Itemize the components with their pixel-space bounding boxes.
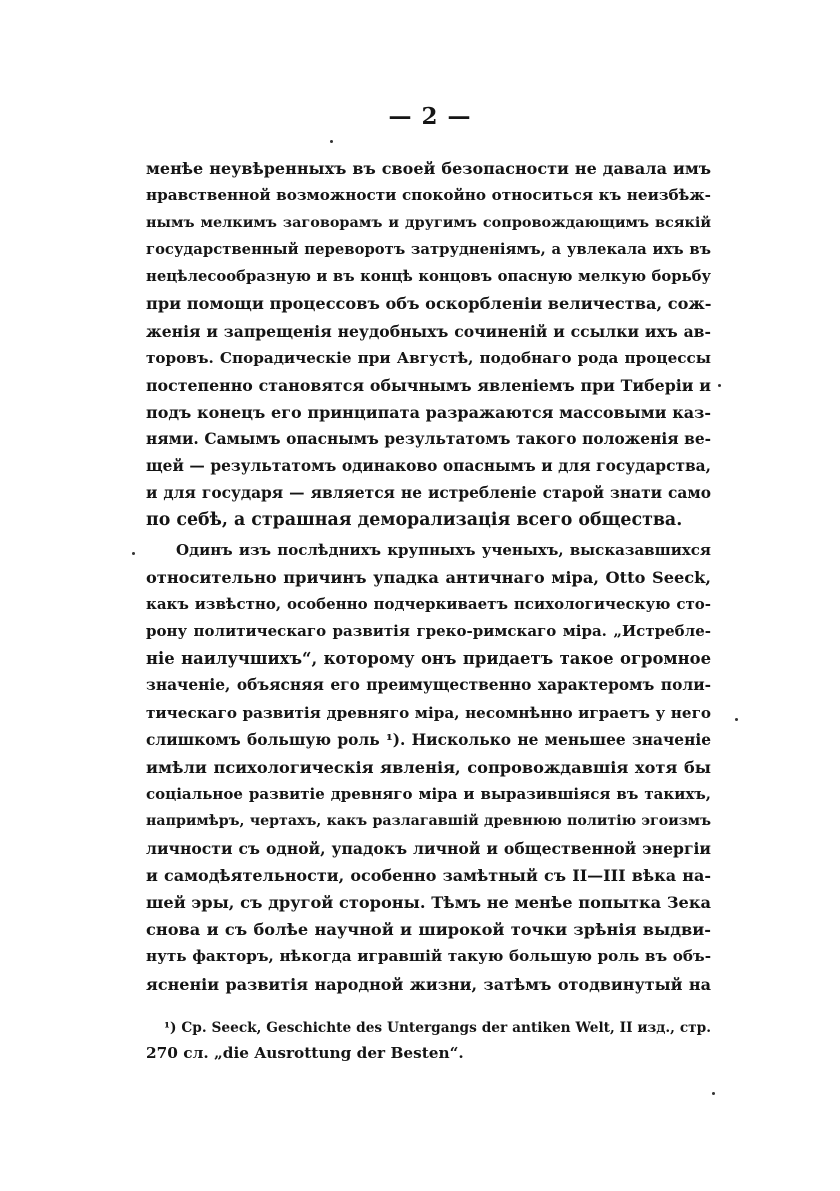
text-line: при помощи процессовъ объ оскорбленіи величества, сож- (146, 294, 711, 314)
print-speck (718, 384, 721, 387)
paragraph-1 (146, 155, 711, 534)
text-line: государственный переворотъ затрудненіямъ, а увлекала ихъ въ (146, 241, 711, 259)
text-line: личности съ одной, упадокъ личной и общественной энергіи (146, 839, 711, 859)
text-line: относительно причинъ упадка античнаго міра, Otto Seeck, (146, 568, 711, 588)
text-line: торовъ. Спорадическіе при Августѣ, подобнаго рода процессы (146, 348, 711, 367)
print-speck (132, 552, 135, 555)
text-line: и самодѣятельности, особенно замѣтный съ II—III вѣка на- (146, 866, 711, 886)
text-line: нецѣлесообразную и въ концѣ концовъ опасную мелкую борьбу (146, 268, 711, 286)
text-line: шей эры, съ другой стороны. Тѣмъ не менѣе попытка Зека (146, 893, 711, 913)
footnote-line: ¹) Ср. Seeck, Geschichte des Untergangs der antiken Welt, II изд., стр. (164, 1020, 711, 1036)
text-line: нуть факторъ, нѣкогда игравшій такую большую роль въ объ- (146, 947, 711, 966)
text-line: женія и запрещенія неудобныхъ сочиненій и ссылки ихъ ав- (146, 321, 711, 341)
footnote (146, 1016, 711, 1066)
text-line: нями. Самымъ опаснымъ результатомъ такого положенія ве- (146, 429, 711, 448)
text-line: менѣе неувѣренныхъ въ своей безопасности не давала имъ (146, 159, 711, 178)
text-line: постепенно становятся обычнымъ явленіемъ при Тиберіи и (146, 375, 711, 395)
page-number: — 2 — (388, 103, 472, 130)
text-line: рону политическаго развитія греко-римскаго міра. „Истребле- (146, 622, 711, 641)
print-speck (330, 140, 333, 143)
print-speck (712, 1092, 715, 1095)
text-line: слишкомъ большую роль ¹). Нисколько не меньшее значеніе (146, 730, 711, 749)
text-line: соціальное развитіе древняго міра и выразившіяся въ такихъ, (146, 784, 711, 803)
text-line: снова и съ болѣе научной и широкой точки зрѣнія выдви- (146, 920, 711, 940)
text-line: напримѣръ, чертахъ, какъ разлагавшій древнюю политію эгоизмъ (146, 812, 711, 829)
text-line: подъ конецъ его принципата разражаются массовыми каз- (146, 402, 711, 422)
print-speck (735, 718, 738, 721)
text-line: нравственной возможности спокойно относиться къ неизбѣж- (146, 186, 711, 205)
text-line: значеніе, объясняя его преимущественно характеромъ поли- (146, 676, 711, 695)
text-line: имѣли психологическія явленія, сопровождавшія хотя бы (146, 757, 711, 777)
text-line: и для государя — является не истребленіе старой знати само (146, 484, 711, 503)
paragraph-2 (146, 537, 711, 998)
footnote-line: 270 сл. „die Ausrottung der Besten“. (146, 1044, 464, 1062)
text-line: нымъ мелкимъ заговорамъ и другимъ сопровождающимъ всякій (146, 214, 711, 232)
text-line: по себѣ, а страшная деморализація всего общества. (146, 510, 683, 531)
text-line: щей — результатомъ одинаково опаснымъ и для государства, (146, 457, 711, 476)
text-line: ясненіи развитія народной жизни, затѣмъ отодвинутый на (146, 974, 711, 994)
text-line: Одинъ изъ послѣднихъ крупныхъ ученыхъ, высказавшихся (176, 541, 711, 559)
text-line: какъ извѣстно, особенно подчеркиваетъ психологическую сто- (146, 595, 711, 614)
text-line: тическаго развитія древняго міра, несомнѣнно играетъ у него (146, 703, 711, 722)
text-line: ніе наилучшихъ“, которому онъ придаетъ такое огромное (146, 649, 711, 669)
